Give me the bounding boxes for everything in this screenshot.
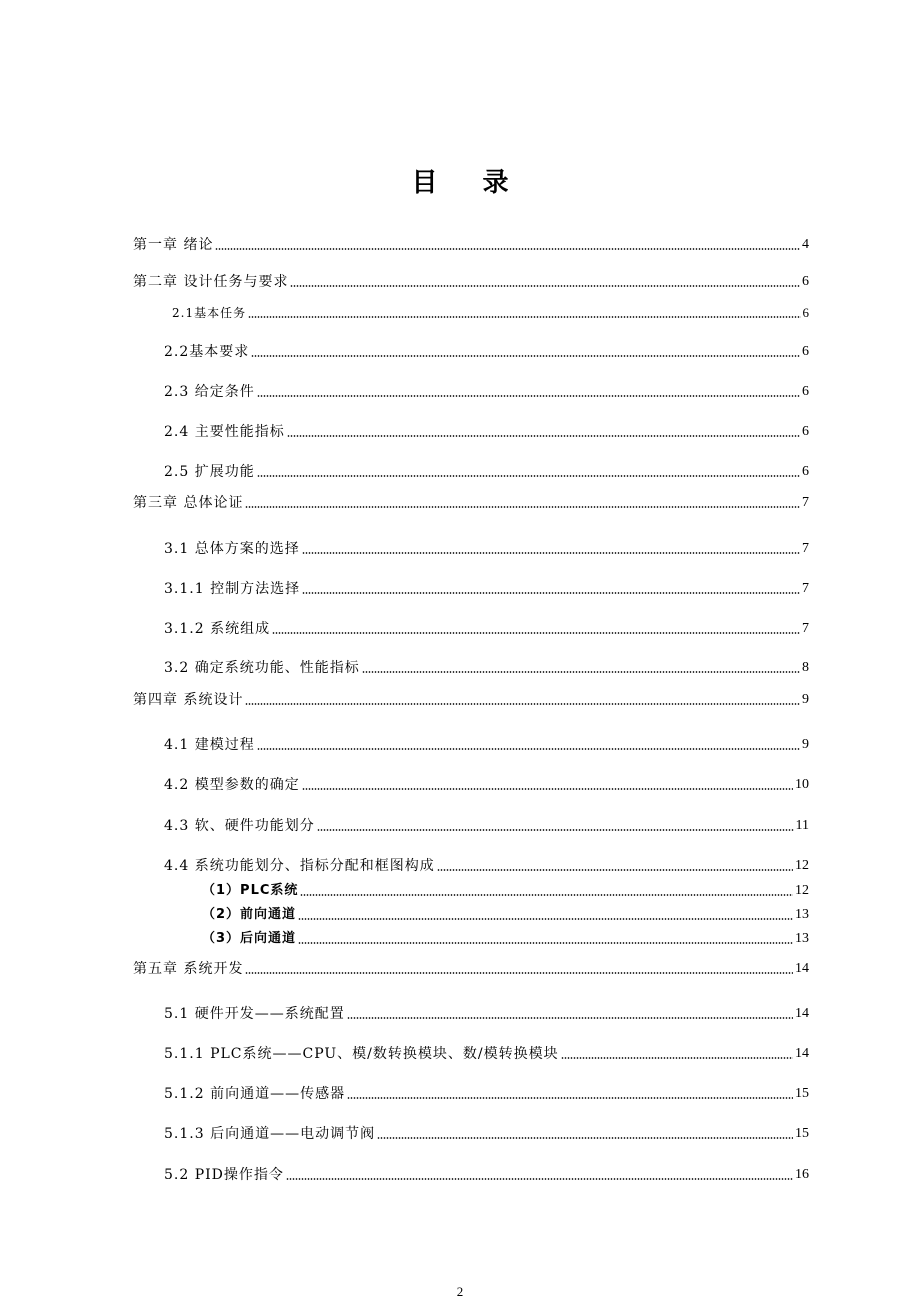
toc-leader-dots — [347, 1086, 793, 1100]
toc-entry-text: 3.1.1 控制方法选择 — [164, 581, 301, 597]
toc-entry-text: 2.3 给定条件 — [164, 384, 255, 400]
toc-entry-text: 第三章 总体论证 — [133, 495, 244, 511]
toc-entry-text: 2.5 扩展功能 — [164, 464, 255, 480]
toc-leader-dots — [302, 777, 793, 791]
toc-entry-text: 第四章 系统设计 — [133, 692, 244, 708]
toc-entry-text: 第二章 设计任务与要求 — [133, 274, 289, 290]
toc-entry-page: 14 — [795, 1006, 809, 1021]
toc-entry-page: 7 — [802, 495, 809, 510]
toc-entry-page: 15 — [795, 1126, 809, 1141]
toc-entry-page: 7 — [802, 621, 809, 636]
toc-entry-2-3[interactable] — [164, 379, 809, 401]
toc-entry-chapter-3[interactable] — [133, 490, 809, 512]
toc-entry-4-1[interactable] — [164, 732, 809, 754]
toc-entry-5-1[interactable] — [164, 1001, 809, 1023]
toc-entry-3-1-2[interactable] — [164, 616, 809, 638]
toc-entry-text: 5.1.1 PLC系统——CPU、模/数转换模块、数/模转换模块 — [164, 1046, 559, 1062]
toc-entry-text: 5.1 硬件开发——系统配置 — [164, 1006, 345, 1022]
toc-leader-dots — [347, 1006, 793, 1020]
toc-entry-text: 2.1基本任务 — [172, 306, 247, 320]
toc-entry-page: 10 — [795, 777, 809, 792]
toc-entry-5-1-1[interactable] — [164, 1041, 809, 1063]
toc-leader-dots — [317, 818, 794, 832]
toc-entry-4-4-2[interactable] — [202, 902, 809, 924]
toc-entry-page: 9 — [802, 737, 809, 752]
toc-entry-4-4[interactable] — [164, 853, 809, 875]
toc-leader-dots — [245, 961, 793, 975]
toc-entry-text: 5.1.3 后向通道——电动调节阀 — [164, 1126, 376, 1142]
toc-leader-dots — [251, 344, 800, 358]
toc-entry-4-3[interactable] — [164, 813, 809, 835]
toc-leader-dots — [377, 1126, 793, 1140]
toc-entry-page: 15 — [795, 1086, 809, 1101]
toc-leader-dots — [215, 237, 800, 251]
toc-leader-dots — [298, 931, 793, 945]
toc-entry-text: 3.1.2 系统组成 — [164, 621, 271, 637]
toc-entry-text: 2.2基本要求 — [164, 344, 250, 360]
toc-leader-dots — [362, 660, 800, 674]
toc-entry-page: 6 — [802, 305, 809, 320]
toc-entry-chapter-5[interactable] — [133, 956, 809, 978]
toc-leader-dots — [302, 581, 800, 595]
toc-entry-text: （3）后向通道 — [202, 931, 297, 946]
toc-leader-dots — [300, 883, 793, 897]
toc-entry-text: （1）PLC系统 — [202, 883, 299, 898]
toc-leader-dots — [286, 1167, 793, 1181]
toc-entry-chapter-4[interactable] — [133, 687, 809, 709]
toc-entry-4-2[interactable] — [164, 772, 809, 794]
toc-entry-page: 7 — [802, 581, 809, 596]
toc-entry-text: 5.2 PID操作指令 — [164, 1167, 284, 1183]
toc-entry-3-1[interactable] — [164, 536, 809, 558]
toc-leader-dots — [272, 621, 800, 635]
toc-leader-dots — [561, 1046, 793, 1060]
toc-entry-text: 4.4 系统功能划分、指标分配和框图构成 — [164, 858, 435, 874]
toc-entry-page: 14 — [795, 1046, 809, 1061]
toc-entry-5-1-2[interactable] — [164, 1081, 809, 1103]
toc-entry-page: 6 — [802, 274, 809, 289]
toc-entry-text: （2）前向通道 — [202, 907, 297, 922]
toc-entry-page: 16 — [795, 1167, 809, 1182]
toc-entry-text: 4.2 模型参数的确定 — [164, 777, 300, 793]
toc-entry-page: 12 — [795, 858, 809, 873]
toc-entry-text: 3.1 总体方案的选择 — [164, 541, 300, 557]
toc-leader-dots — [437, 858, 793, 872]
toc-leader-dots — [257, 464, 800, 478]
toc-leader-dots — [248, 305, 800, 319]
toc-leader-dots — [302, 541, 800, 555]
toc-entry-text: 2.4 主要性能指标 — [164, 424, 285, 440]
toc-entry-page: 7 — [802, 541, 809, 556]
toc-entry-page: 6 — [802, 424, 809, 439]
toc-entry-2-4[interactable] — [164, 419, 809, 441]
toc-leader-dots — [287, 424, 800, 438]
toc-leader-dots — [245, 495, 800, 509]
toc-entry-page: 11 — [795, 818, 809, 833]
toc-entry-text: 4.3 软、硬件功能划分 — [164, 818, 315, 834]
toc-entry-text: 第五章 系统开发 — [133, 961, 244, 977]
toc-entry-4-4-1[interactable] — [202, 878, 809, 900]
toc-leader-dots — [290, 274, 800, 288]
toc-entry-page: 14 — [795, 961, 809, 976]
toc-entry-page: 9 — [802, 692, 809, 707]
toc-entry-2-1[interactable] — [172, 300, 809, 322]
toc-leader-dots — [298, 907, 793, 921]
toc-entry-3-1-1[interactable] — [164, 576, 809, 598]
page-number: 2 — [456, 1284, 464, 1299]
toc-entry-4-4-3[interactable] — [202, 926, 809, 948]
toc-entry-page: 13 — [795, 931, 809, 946]
toc-entry-text: 3.2 确定系统功能、性能指标 — [164, 660, 360, 676]
toc-entry-page: 12 — [795, 883, 809, 898]
toc-entry-text: 5.1.2 前向通道——传感器 — [164, 1086, 346, 1102]
toc-entry-page: 6 — [802, 344, 809, 359]
toc-title: 目 录 — [411, 168, 527, 198]
toc-entry-page: 6 — [802, 384, 809, 399]
toc-entry-2-5[interactable] — [164, 459, 809, 481]
toc-entry-5-1-3[interactable] — [164, 1121, 809, 1143]
toc-leader-dots — [245, 692, 800, 706]
toc-entry-text: 第一章 绪论 — [133, 237, 214, 253]
toc-leader-dots — [257, 384, 800, 398]
toc-entry-page: 6 — [802, 464, 809, 479]
toc-entry-chapter-1[interactable] — [133, 232, 809, 254]
toc-entry-page: 13 — [795, 907, 809, 922]
toc-entry-3-2[interactable] — [164, 655, 809, 677]
toc-entry-chapter-2[interactable] — [133, 269, 809, 291]
toc-entry-page: 8 — [802, 660, 809, 675]
toc-entry-text: 4.1 建模过程 — [164, 737, 255, 753]
toc-entry-5-2[interactable] — [164, 1162, 809, 1184]
toc-entry-2-2[interactable] — [164, 339, 809, 361]
toc-entry-page: 4 — [802, 237, 809, 252]
toc-leader-dots — [257, 737, 800, 751]
